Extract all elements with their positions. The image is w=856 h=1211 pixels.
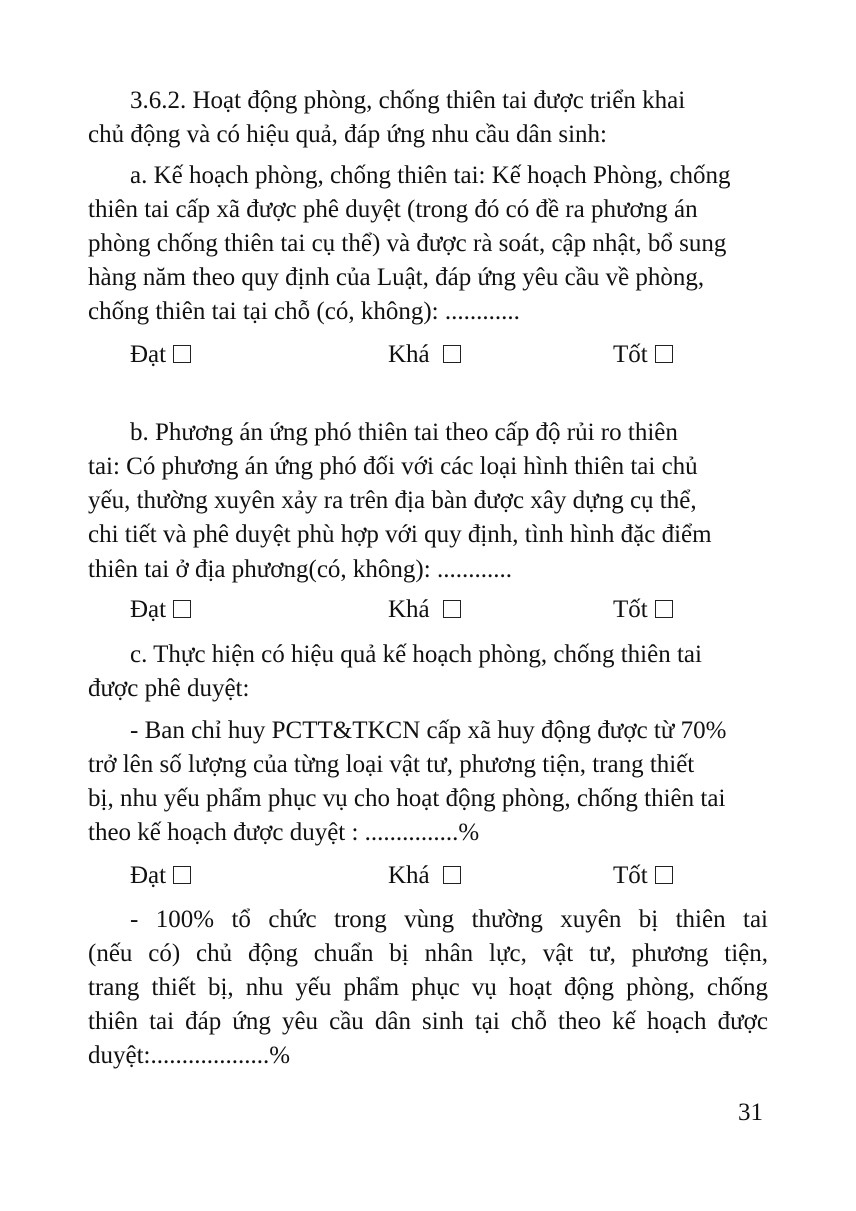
checkbox[interactable] bbox=[655, 866, 673, 884]
checkbox[interactable] bbox=[173, 345, 191, 363]
item-b-line: thiên tai ở địa phương(có, không): ............ bbox=[88, 556, 512, 583]
rating-row-a bbox=[0, 340, 856, 370]
item-a-line: hàng năm theo quy định của Luật, đáp ứng yêu cầu về phòng, bbox=[88, 264, 705, 291]
rating-option-tot[interactable]: Tốt bbox=[613, 595, 673, 625]
item-c1-line: theo kế hoạch được duyệt : ...............% bbox=[88, 819, 480, 846]
item-a-line: chống thiên tai tại chỗ (có, không): ............ bbox=[88, 298, 520, 325]
page-number: 31 bbox=[738, 1099, 763, 1126]
item-b-line: yếu, thường xuyên xảy ra trên địa bàn được xây dựng cụ thể, bbox=[88, 487, 697, 514]
item-c2-line: - 100% tổ chức trong vùng thường xuyên bị thiên tai bbox=[130, 906, 768, 933]
item-c2-line: duyệt:...................% bbox=[88, 1042, 291, 1069]
item-c1-line: bị, nhu yếu phẩm phục vụ cho hoạt động phòng, chống thiên tai bbox=[88, 785, 726, 812]
item-c-line: được phê duyệt: bbox=[88, 675, 250, 702]
rating-option-kha[interactable]: Khá bbox=[388, 340, 461, 370]
checkbox[interactable] bbox=[443, 600, 461, 618]
checkbox[interactable] bbox=[173, 600, 191, 618]
rating-option-dat[interactable]: Đạt bbox=[130, 861, 191, 891]
rating-option-tot[interactable]: Tốt bbox=[613, 861, 673, 891]
item-b-line: b. Phương án ứng phó thiên tai theo cấp độ rủi ro thiên bbox=[130, 419, 678, 446]
item-b-line: chi tiết và phê duyệt phù hợp với quy định, tình hình đặc điểm bbox=[88, 521, 712, 548]
rating-option-tot[interactable]: Tốt bbox=[613, 340, 673, 370]
item-c2-line: thiên tai đáp ứng yêu cầu dân sinh tại chỗ theo kế hoạch được bbox=[88, 1008, 768, 1035]
item-c2-line: trang thiết bị, nhu yếu phẩm phục vụ hoạt động phòng, chống bbox=[88, 974, 768, 1001]
checkbox[interactable] bbox=[655, 600, 673, 618]
section-heading: 3.6.2. Hoạt động phòng, chống thiên tai được triển khai bbox=[130, 87, 686, 114]
rating-row-c bbox=[0, 861, 856, 891]
rating-row-b bbox=[0, 595, 856, 625]
item-c-line: c. Thực hiện có hiệu quả kế hoạch phòng, chống thiên tai bbox=[130, 641, 702, 668]
checkbox[interactable] bbox=[173, 866, 191, 884]
checkbox[interactable] bbox=[655, 345, 673, 363]
item-c2-line: (nếu có) chủ động chuẩn bị nhân lực, vật tư, phương tiện, bbox=[88, 940, 768, 967]
rating-option-dat[interactable]: Đạt bbox=[130, 595, 191, 625]
item-b-line: tai: Có phương án ứng phó đối với các loại hình thiên tai chủ bbox=[88, 453, 698, 480]
item-a-line: a. Kế hoạch phòng, chống thiên tai: Kế hoạch Phòng, chống bbox=[130, 162, 731, 189]
checkbox[interactable] bbox=[443, 866, 461, 884]
rating-option-dat[interactable]: Đạt bbox=[130, 340, 191, 370]
item-a-line: phòng chống thiên tai cụ thể) và được rà soát, cập nhật, bổ sung bbox=[88, 230, 727, 257]
item-c1-line: - Ban chỉ huy PCTT&TKCN cấp xã huy động được từ 70% bbox=[130, 717, 727, 744]
checkbox[interactable] bbox=[443, 345, 461, 363]
rating-option-kha[interactable]: Khá bbox=[388, 861, 461, 891]
item-c1-line: trở lên số lượng của từng loại vật tư, phương tiện, trang thiết bbox=[88, 751, 695, 778]
section-heading-cont: chủ động và có hiệu quả, đáp ứng nhu cầu dân sinh: bbox=[88, 121, 607, 148]
rating-option-kha[interactable]: Khá bbox=[388, 595, 461, 625]
item-a-line: thiên tai cấp xã được phê duyệt (trong đó có đề ra phương án bbox=[88, 196, 698, 223]
